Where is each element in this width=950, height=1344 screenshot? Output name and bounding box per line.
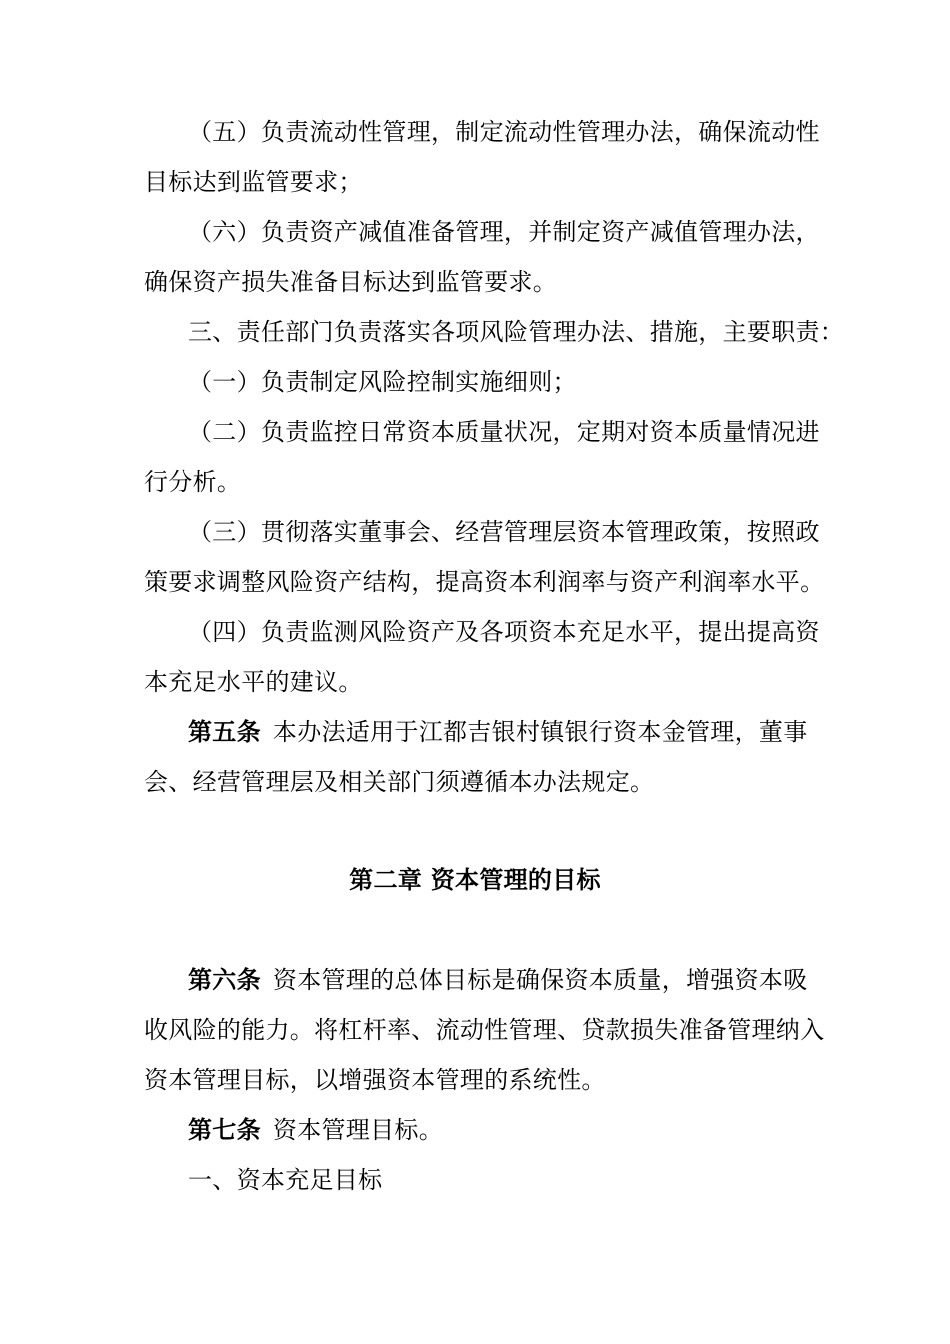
article-6-text: 资本管理的总体目标是确保资本质量，增强资本吸 (272, 966, 808, 994)
article-5-line (188, 716, 868, 748)
article-7-line (188, 1114, 868, 1146)
paragraph-line: （四）负责监测风险资产及各项资本充足水平，提出提高资 (188, 618, 820, 646)
paragraph-line: 三、责任部门负责落实各项风险管理办法、措施，主要职责： (188, 318, 845, 346)
article-6-line (188, 964, 868, 996)
paragraph-line: （三）贯彻落实董事会、经营管理层资本管理政策，按照政 (188, 518, 820, 546)
paragraph-line: 确保资产损失准备目标达到监管要求。 (144, 268, 558, 296)
paragraph-line: 目标达到监管要求； (144, 168, 363, 196)
article-5-label: 第五条 (188, 718, 261, 746)
paragraph-line: 本充足水平的建议。 (144, 668, 363, 696)
paragraph-line: 行分析。 (144, 468, 242, 496)
section-item: 一、资本充足目标 (188, 1166, 383, 1194)
paragraph-line: （一）负责制定风险控制实施细则； (188, 368, 577, 396)
article-7-text: 资本管理目标。 (272, 1116, 444, 1144)
article-6-label: 第六条 (188, 966, 261, 994)
article-6-line: 收风险的能力。将杠杆率、流动性管理、贷款损失准备管理纳入 (144, 1016, 825, 1044)
paragraph-line: （六）负责资产减值准备管理，并制定资产减值管理办法， (188, 218, 820, 246)
paragraph-line: （二）负责监控日常资本质量状况，定期对资本质量情况进 (188, 418, 820, 446)
chapter-title: 第二章 资本管理的目标 (349, 866, 601, 894)
paragraph-line: 策要求调整风险资产结构，提高资本利润率与资产利润率水平。 (144, 568, 825, 596)
paragraph-line: （五）负责流动性管理，制定流动性管理办法，确保流动性 (188, 118, 820, 146)
article-6-line: 资本管理目标，以增强资本管理的系统性。 (144, 1066, 606, 1094)
article-5-text: 本办法适用于江都吉银村镇银行资本金管理，董事 (272, 718, 808, 746)
article-7-label: 第七条 (188, 1116, 261, 1144)
article-5-line: 会、经营管理层及相关部门须遵循本办法规定。 (144, 768, 655, 796)
